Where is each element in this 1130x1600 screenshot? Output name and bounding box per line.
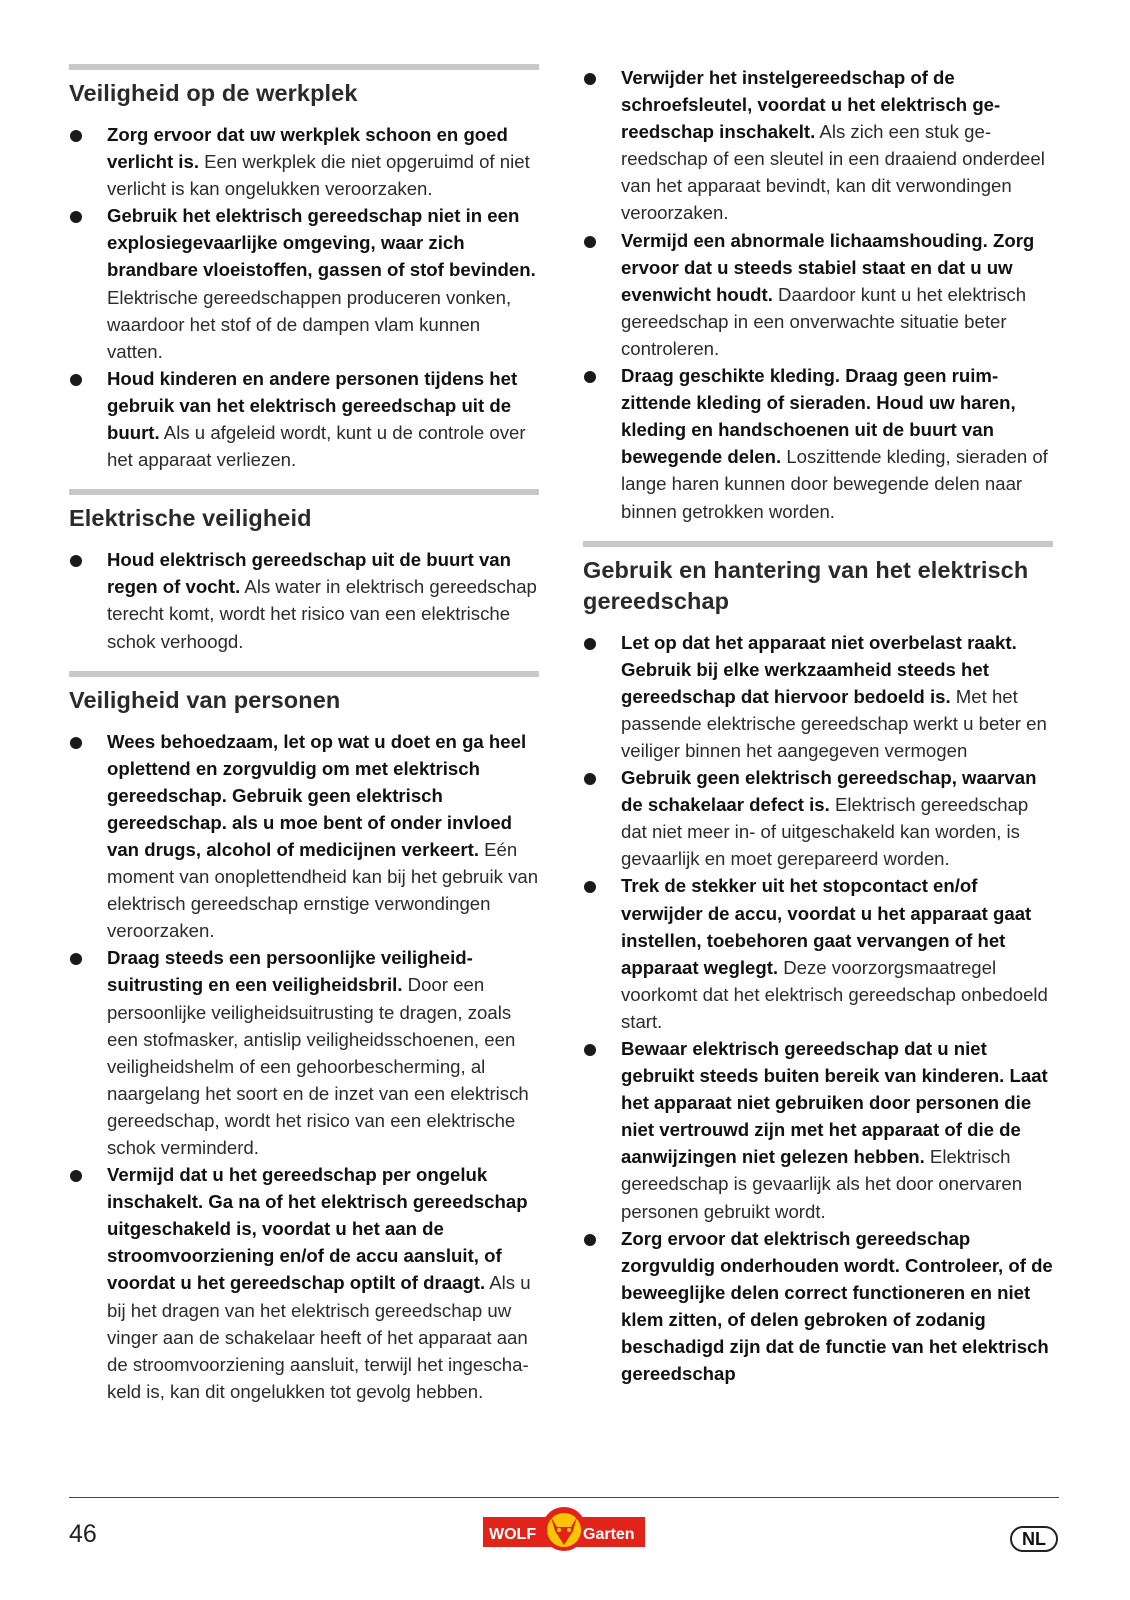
list-item: [583, 872, 1053, 1035]
logo-graphic: [483, 1505, 645, 1555]
list-item: [69, 121, 539, 202]
bullet-bold-text: Gebruik geen elektrisch gereedschap, waarvan de schakelaar defect is.: [621, 767, 1037, 816]
fox-head-icon: [542, 1507, 586, 1551]
section: [69, 489, 539, 654]
logo-wolf-text: WOLF: [489, 1526, 537, 1543]
list-item: [583, 764, 1053, 872]
section-divider: [69, 64, 539, 70]
bullet-icon: [584, 1234, 596, 1246]
section-title: Elektrische veiligheid: [69, 505, 312, 532]
list-item: [583, 64, 1053, 227]
bullet-bold-text: Draag geschikte kleding. Draag geen ruimzittende kleding of sieraden. Houd uw haren, kleding en handschoenen uit de buurt van bewegende delen.: [621, 365, 1016, 468]
bullet-icon: [70, 737, 82, 749]
bullet-bold-text: Houd kinderen en andere personen tijdens het gebruik van het elektrisch gereedschap uit de buurt.: [107, 367, 518, 444]
bullet-bold-text: Let op dat het apparaat niet overbelast raakt. Gebruik bij elke werkzaamheid steeds het gereedschap dat hiervoor bedoeld is.: [621, 631, 1017, 707]
bullet-list: [69, 546, 539, 654]
list-item: [583, 1225, 1053, 1388]
bullet-bold-text: Vermijd een abnormale lichaamshouding. Zorg ervoor dat u steeds stabiel staat en dat u uw evenwicht houdt.: [621, 229, 1035, 305]
bullet-icon: [70, 374, 82, 386]
bullet-icon: [70, 211, 82, 223]
bullet-body-text: Als zich een stuk gereedschap of een sleutel in een draaiend onderdeel van het apparaat bevindt, kan dit verwondingen veroorzaken.: [621, 121, 1045, 224]
section: [583, 64, 1053, 525]
list-item: [583, 1035, 1053, 1225]
bullet-bold-text: Houd elektrisch gereedschap uit de buurt van regen of vocht.: [107, 549, 511, 598]
bullet-icon: [70, 953, 82, 965]
bullet-bold-text: Draag steeds een persoonlijke veiligheidsuitrusting en een veiligheidsbril.: [107, 947, 473, 996]
list-item: [69, 1161, 539, 1405]
section-title: Veiligheid van personen: [69, 686, 341, 713]
bullet-bold-text: Wees behoedzaam, let op wat u doet en ga heel oplettend en zorgvuldig om met elektrisch gereedschap. Gebruik geen elektrisch gereedschap. als u moe bent of onder invloed van drugs, alcohol of medicijnen verkeert.: [107, 730, 527, 860]
bullet-body-text: Elektrisch gereedschap dat niet meer in- of uitgeschakeld kan worden, is gevaarlijk en moet gerepareerd worden.: [621, 794, 1029, 870]
footer-divider: [69, 1497, 1059, 1498]
bullet-body-text: Elektrische gereedschappen produceren vonken, waardoor het stof of de dampen vlam kunnen vatten.: [107, 286, 512, 362]
bullet-list: [69, 728, 539, 1405]
bullet-list: [583, 629, 1053, 1388]
bullet-body-text: Met het passende elektrische gereedschap werkt u beter en veiliger binnen het aangegeven vermogen: [621, 685, 1047, 761]
bullet-body-text: Daardoor kunt u het elektrisch gereedschap in een onverwachte situatie beter controleren.: [621, 283, 1027, 359]
bullet-bold-text: Verwijder het instelgereedschap of de schroefsleutel, voordat u het elektrisch gereedschap inschakelt.: [621, 67, 1001, 143]
list-item: [583, 227, 1053, 362]
bullet-body-text: Als water in elektrisch gereedschap terecht komt, wordt het risico van een elektrische schok verhoogd.: [107, 576, 537, 652]
bullet-icon: [584, 236, 596, 248]
list-item: [69, 202, 539, 365]
bullet-body-text: Als u bij het dragen van het elektrisch gereedschap uw vinger aan de schakelaar heeft of het apparaat aan de stroomvoorziening aansluit, terwijl het ingeschakeld is, kan dit ongelukken tot gevolg hebben.: [107, 1272, 531, 1402]
bullet-list: [69, 121, 539, 473]
bullet-icon: [584, 773, 596, 785]
list-item: [583, 362, 1053, 525]
bullet-body-text: Als u afgeleid wordt, kunt u de controle over het apparaat verliezen.: [107, 422, 526, 471]
bullet-icon: [70, 130, 82, 142]
bullet-body-text: Deze voorzorgsmaatregel voorkomt dat het elektrisch gereedschap onbedoeld start.: [621, 956, 1048, 1032]
right-column: [583, 64, 1053, 1403]
section: [69, 64, 539, 473]
section: [69, 671, 539, 1405]
page-number: 46: [69, 1520, 97, 1548]
logo-garten-text: Garten: [583, 1526, 635, 1543]
bullet-bold-text: Zorg ervoor dat uw werkplek schoon en goed verlicht is.: [107, 124, 508, 173]
section-divider: [69, 489, 539, 495]
bullet-bold-text: Gebruik het elektrisch gereedschap niet in een explosiegevaarlijke omgeving, waar zich brandbare vloeistoffen, gassen of stof bevinden.: [107, 205, 536, 281]
section-divider: [583, 541, 1053, 547]
list-item: [69, 728, 539, 945]
section: [583, 541, 1053, 1388]
left-column: [69, 64, 539, 1421]
bullet-bold-text: Vermijd dat u het gereedschap per ongeluk inschakelt. Ga na of het elektrisch gereedschap uitgeschakeld is, voordat u het aan de stroomvoorziening en/of de accu aansluit, of voordat u het gereedschap optilt of draagt.: [107, 1164, 528, 1294]
list-item: [583, 629, 1053, 764]
bullet-body-text: Eén moment van onoplettendheid kan bij het gebruik van elektrisch gereedschap ernstige verwondingen veroorzaken.: [107, 838, 539, 942]
bullet-body-text: Een werkplek die niet opgeruimd of niet verlicht is kan ongelukken veroorzaken.: [107, 151, 530, 200]
language-badge: NL: [1010, 1526, 1058, 1552]
bullet-list: [583, 64, 1053, 525]
bullet-body-text: Door een persoonlijke veiligheidsuitrusting te dragen, zoals een stofmasker, antislip veiligheidsschoenen, een veiligheidshelm of een gehoorbescherming, al naargelang het soort en de inzet van een elektrisch gereedschap, wordt het risico van een elektrische schok verminderd.: [107, 974, 529, 1158]
bullet-icon: [584, 371, 596, 383]
bullet-bold-text: Trek de stekker uit het stopcontact en/of verwijder de accu, voordat u het apparaat gaat instellen, toebehoren gaat vervangen of het apparaat weglegt.: [621, 875, 1032, 978]
bullet-icon: [584, 881, 596, 893]
bullet-icon: [70, 1170, 82, 1182]
section-title: Veiligheid op de werkplek: [69, 80, 358, 106]
list-item: [69, 944, 539, 1161]
section-divider: [69, 671, 539, 677]
wolf-garten-logo: [483, 1505, 645, 1555]
bullet-icon: [584, 638, 596, 650]
bullet-body-text: Elektrisch gereedschap is gevaarlijk als het door onervaren personen gebruikt wordt.: [621, 1146, 1023, 1222]
bullet-icon: [584, 1044, 596, 1056]
bullet-body-text: Loszittende kleding, sieraden of lange haren kunnen door bewegende delen naar binnen getrokken worden.: [621, 446, 1048, 522]
bullet-icon: [584, 73, 596, 85]
bullet-bold-text: Bewaar elektrisch gereedschap dat u niet gebruikt steeds buiten bereik van kinderen. Laat het apparaat niet gebruiken door personen die niet vertrouwd zijn met het apparaat of die de aanwijzingen niet gelezen hebben.: [621, 1038, 1048, 1168]
list-item: [69, 546, 539, 654]
bullet-bold-text: Zorg ervoor dat elektrisch gereedschap zorgvuldig onderhouden wordt. Controleer, of de beweeglijke delen correct functioneren en niet klem zitten, of delen gebroken of zodanig beschadigd zijn dat de functie van het elektrisch gereedschap: [621, 1227, 1053, 1385]
bullet-icon: [70, 555, 82, 567]
section-title: Gebruik en hantering van het elektrisch gereedschap: [583, 556, 1029, 614]
list-item: [69, 365, 539, 473]
